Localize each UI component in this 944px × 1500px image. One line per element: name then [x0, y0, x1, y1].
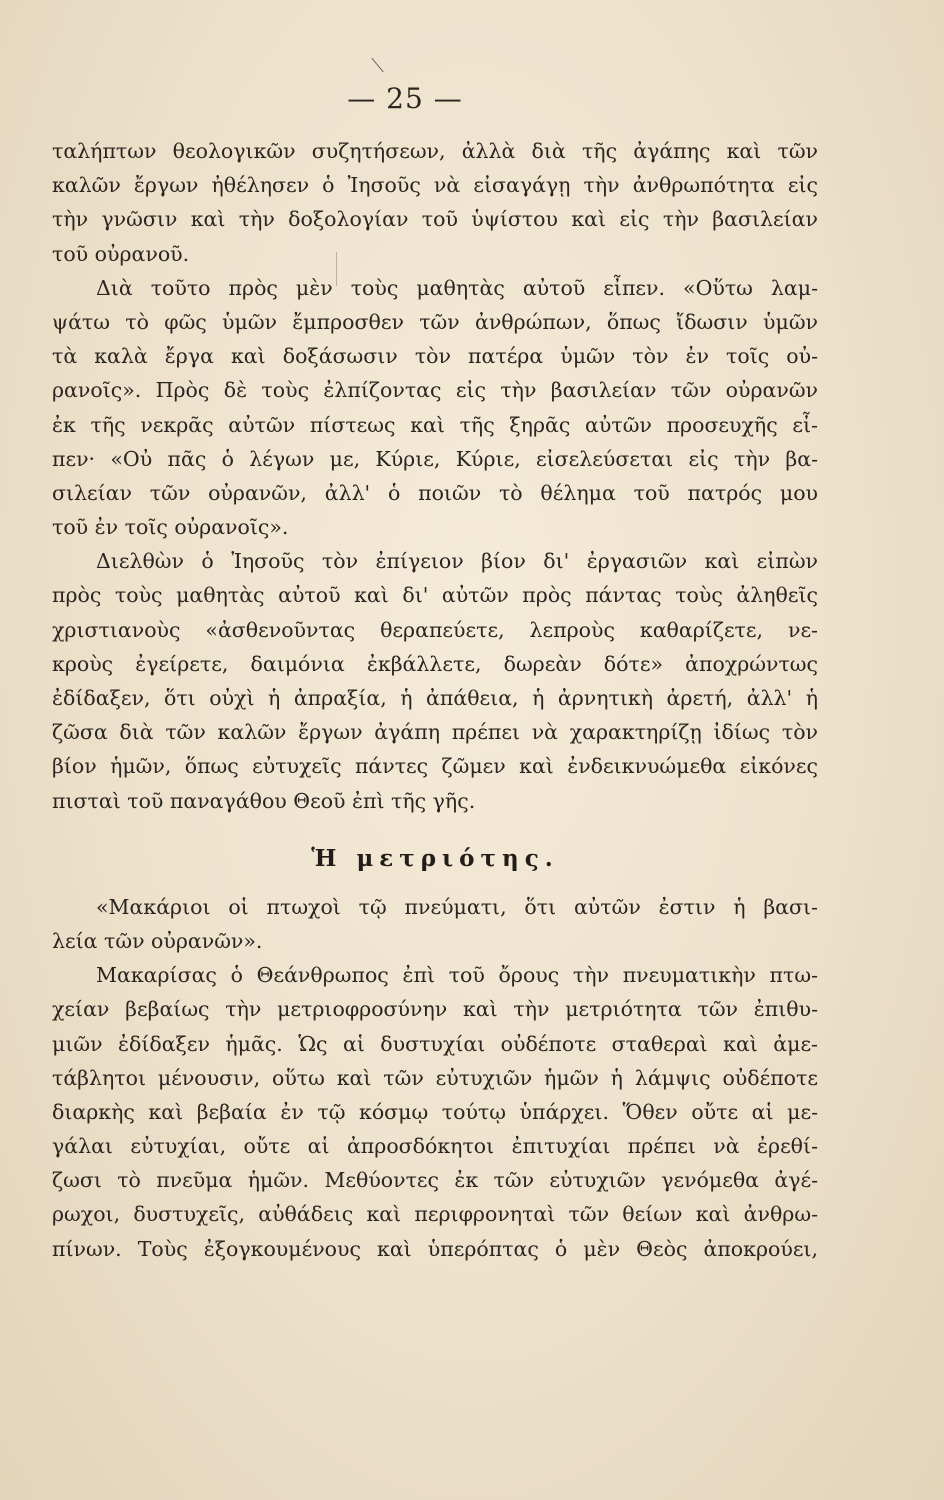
text-line: βίον ἡμῶν, ὅπως εὐτυχεῖς πάντες ζῶμεν καὶ ἐνδεικνυώμεθα εἰκόνες: [52, 754, 818, 779]
text-line: «Μακάριοι οἱ πτωχοὶ τῷ πνεύματι, ὅτι αὐτῶν ἐστιν ἡ βασι-: [96, 894, 818, 919]
text-line: πίνων. Τοὺς ἐξογκουμένους καὶ ὑπερόπτας ὁ μὲν Θεὸς ἀποκρούει,: [52, 1236, 818, 1261]
text-line: Διὰ τοῦτο πρὸς μὲν τοὺς μαθητὰς αὐτοῦ εἶπεν. «Οὕτω λαμ-: [96, 275, 818, 300]
text-line: Μακαρίσας ὁ Θεάνθρωπος ἐπὶ τοῦ ὄρους τὴν πνευματικὴν πτω-: [96, 963, 818, 988]
text-line: καλῶν ἔργων ἠθέλησεν ὁ Ἰησοῦς νὰ εἰσαγάγῃ τὴν ἀνθρωπότητα εἰς: [52, 173, 818, 198]
text-line: διαρκὴς καὶ βεβαία ἐν τῷ κόσμῳ τούτῳ ὑπάρχει. Ὅθεν οὔτε αἱ με-: [52, 1099, 818, 1124]
text-line: πισταὶ τοῦ παναγάθου Θεοῦ ἐπὶ τῆς γῆς.: [52, 788, 476, 813]
text-line: ρωχοι, δυστυχεῖς, αὐθάδεις καὶ περιφρονηταὶ τῶν θείων καὶ ἀνθρω-: [52, 1202, 818, 1227]
section-heading: Ἡ μετριότης.: [311, 844, 559, 872]
text-line: τοῦ ἐν τοῖς οὐρανοῖς».: [52, 515, 289, 540]
text-line: μιῶν ἐδίδαξεν ἡμᾶς. Ὡς αἱ δυστυχίαι οὐδέποτε σταθεραὶ καὶ ἀμε-: [52, 1031, 818, 1056]
text-line: λεία τῶν οὐρανῶν».: [52, 928, 263, 953]
body-text: [52, 134, 818, 1266]
text-line: ἐδίδαξεν, ὅτι οὐχὶ ἡ ἀπραξία, ἡ ἀπάθεια, ἡ ἀρνητικὴ ἀρετή, ἀλλ' ἡ: [52, 686, 818, 710]
text-line: ἐκ τῆς νεκρᾶς αὐτῶν πίστεως καὶ τῆς ξηρᾶς αὐτῶν προσευχῆς εἶ-: [52, 412, 818, 437]
paragraph-5: [52, 958, 818, 1266]
paragraph-1: [52, 134, 818, 271]
text-line: σιλείαν τῶν οὐρανῶν, ἀλλ' ὁ ποιῶν τὸ θέλημα τοῦ πατρός μου: [52, 480, 818, 505]
text-line: κροὺς ἐγείρετε, δαιμόνια ἐκβάλλετε, δωρεὰν δότε» ἀποχρώντως: [52, 651, 818, 676]
text-line: γάλαι εὐτυχίαι, οὔτε αἱ ἀπροσδόκητοι ἐπιτυχίαι πρέπει νὰ ἐρεθί-: [52, 1134, 818, 1159]
text-line: τὴν γνῶσιν καὶ τὴν δοξολογίαν τοῦ ὑψίστου καὶ εἰς τὴν βασιλείαν: [52, 207, 818, 232]
text-line: ρανοῖς». Πρὸς δὲ τοὺς ἐλπίζοντας εἰς τὴν βασιλείαν τῶν οὐρανῶν: [52, 378, 818, 403]
text-line: ψάτω τὸ φῶς ὑμῶν ἔμπροσθεν τῶν ἀνθρώπων, ὅπως ἴδωσιν ὑμῶν: [52, 309, 818, 334]
text-line: πεν· «Οὐ πᾶς ὁ λέγων με, Κύριε, Κύριε, εἰσελεύσεται εἰς τὴν βα-: [52, 446, 818, 471]
page-number: — 25 —: [347, 82, 463, 115]
text-line: Διελθὼν ὁ Ἰησοῦς τὸν ἐπίγειον βίον δι' ἐργασιῶν καὶ εἰπὼν: [96, 549, 818, 574]
text-line: ζωσι τὸ πνεῦμα ἡμῶν. Μεθύοντες ἐκ τῶν εὐτυχιῶν γενόμεθα ἀγέ-: [52, 1168, 818, 1193]
text-line: τοῦ οὐρανοῦ.: [52, 241, 190, 266]
paragraph-3: [52, 544, 818, 818]
paragraph-2: [52, 271, 818, 545]
paragraph-4: [52, 890, 818, 958]
text-line: τάβλητοι μένουσιν, οὕτω καὶ τῶν εὐτυχιῶν ἡμῶν ἡ λάμψις οὐδέποτε: [52, 1065, 818, 1090]
text-line: ταλήπτων θεολογικῶν συζητήσεων, ἀλλὰ διὰ τῆς ἀγάπης καὶ τῶν: [52, 139, 818, 163]
text-line: ζῶσα διὰ τῶν καλῶν ἔργων ἀγάπη πρέπει νὰ χαρακτηρίζῃ ἰδίως τὸν: [52, 720, 818, 745]
text-line: χριστιανοὺς «ἀσθενοῦντας θεραπεύετε, λεπροὺς καθαρίζετε, νε-: [52, 617, 818, 642]
text-line: τὰ καλὰ ἔργα καὶ δοξάσωσιν τὸν πατέρα ὑμῶν τὸν ἐν τοῖς οὐ-: [52, 344, 818, 369]
text-line: πρὸς τοὺς μαθητὰς αὐτοῦ καὶ δι' αὐτῶν πρὸς πάντας τοὺς ἀληθεῖς: [52, 583, 818, 608]
text-line: χείαν βεβαίως τὴν μετριοφροσύνην καὶ τὴν μετριότητα τῶν ἐπιθυ-: [52, 997, 818, 1022]
ink-mark: [371, 58, 383, 72]
